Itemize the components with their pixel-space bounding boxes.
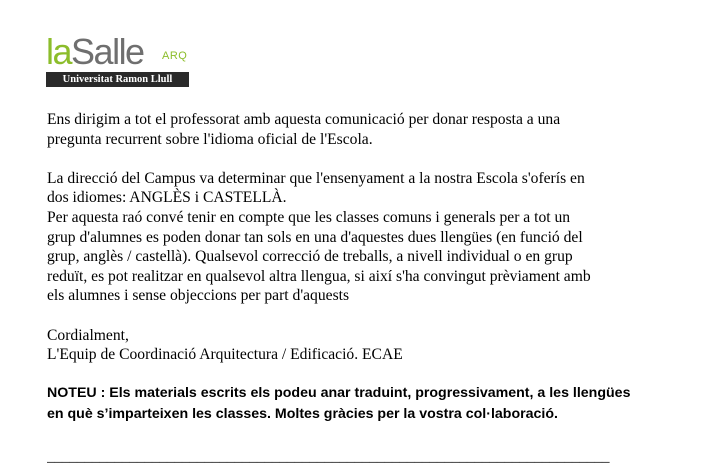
classes-paragraph (47, 208, 677, 306)
note-paragraph (47, 383, 677, 426)
intro-line-1: Ens dirigim a tot el professorat amb aquesta comunicació per donar resposta a una (47, 111, 561, 128)
lasalle-logo (46, 31, 196, 90)
classes-line-4: reduït, es pot realitzar en qualsevol altra llengua, si així s'ha convingut prèviament amb (47, 267, 591, 285)
classes-line-2: grup d'alumnes es poden donar tan sols en una d'aquestes dues llengües (en funció del (47, 228, 583, 246)
logo-wordmark-rest: Salle (71, 31, 144, 72)
closing-signature (47, 326, 677, 365)
closing-greeting: Cordialment, (47, 326, 129, 344)
intro-line-2: pregunta recurrent sobre l'idioma oficial de l'Escola. (47, 130, 373, 148)
classes-line-5: els alumnes i sense objeccions per part d'aquests (47, 287, 350, 305)
note-line-1: NOTEU : Els materials escrits els podeu anar traduint, progressivament, a les llengües (47, 384, 631, 401)
languages-line-2: dos idiomes: ANGLÈS i CASTELLÀ. (47, 189, 287, 207)
letter-body (47, 110, 677, 426)
classes-line-3: grup, anglès / castellà). Qualsevol correcció de treballs, a nivell individual o en grup (47, 248, 573, 266)
logo-university-bar: Universitat Ramon Llull (46, 72, 189, 87)
note-line-2: en què s’imparteixen les classes. Moltes gràcies per la vostra col·laboració. (47, 406, 558, 423)
logo-wordmark (46, 31, 144, 72)
classes-line-1: Per aquesta raó convé tenir en compte que les classes comuns i generals per a tot un (47, 208, 571, 226)
logo-wordmark-prefix: la (46, 31, 72, 72)
closing-signatory: L'Equip de Coordinació Arquitectura / Edificació. ECAE (47, 346, 403, 364)
logo-arq-suffix: ARQ (162, 50, 188, 62)
intro-paragraph (47, 110, 677, 149)
languages-line-1: La direcció del Campus va determinar que l'ensenyament a la nostra Escola s'oferís en (47, 169, 585, 187)
languages-paragraph (47, 169, 677, 208)
bottom-divider-line: ___________________________________________________________________________ (47, 449, 610, 465)
